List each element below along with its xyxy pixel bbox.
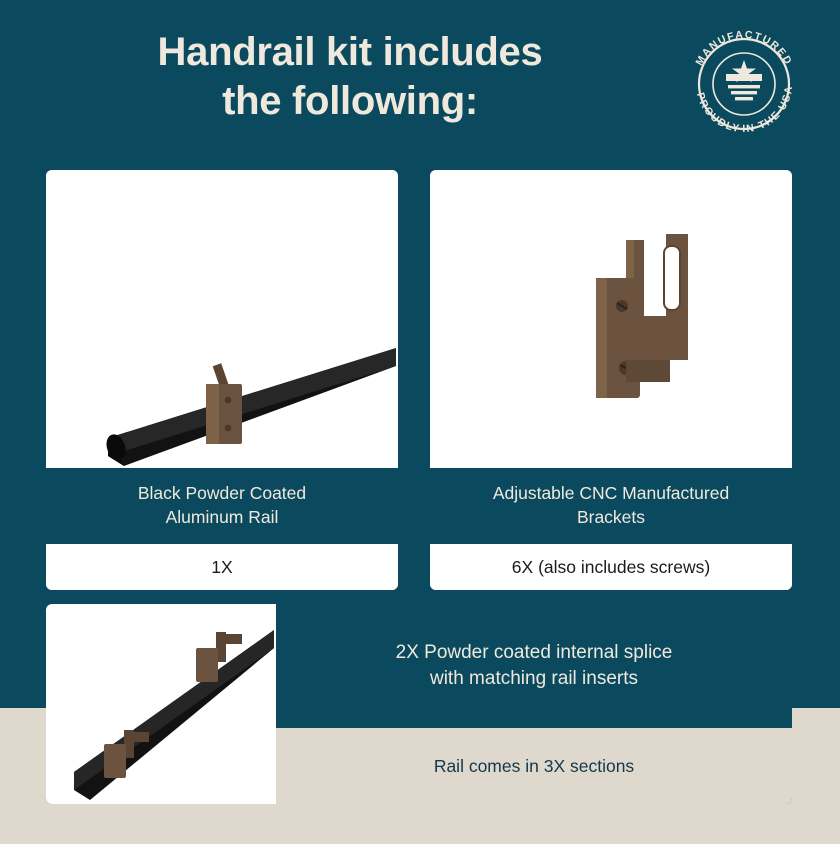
page-title <box>40 28 660 126</box>
card-caption-line2: Aluminum Rail <box>165 507 279 527</box>
kit-item-card-black-rail <box>46 170 398 590</box>
card-caption-line1: Adjustable CNC Manufactured <box>492 483 730 504</box>
page-title-line2: the following: <box>222 78 478 123</box>
svg-text:IN THE USA: IN THE USA <box>742 84 796 136</box>
card-caption-line1: Black Powder Coated <box>137 483 307 504</box>
splice-description <box>276 604 792 728</box>
adjustable-bracket-icon <box>430 170 792 468</box>
card-quantity: 1X <box>46 544 398 590</box>
internal-splice-rail-icon <box>46 604 276 804</box>
svg-text:MANUFACTURED: MANUFACTURED <box>693 28 795 68</box>
card-quantity: 6X (also includes screws) <box>430 544 792 590</box>
card-caption <box>46 468 398 544</box>
kit-item-card-splice <box>46 604 792 804</box>
svg-text:PROUDLY: PROUDLY <box>693 91 742 135</box>
page-title-line1: Handrail kit includes <box>157 30 543 74</box>
card-caption <box>430 468 792 544</box>
black-aluminum-rail-icon <box>46 170 398 468</box>
usa-star-badge-icon <box>682 22 806 146</box>
rail-sections-note: Rail comes in 3X sections <box>276 728 792 804</box>
splice-description-line2: with matching rail inserts <box>429 668 639 689</box>
kit-item-card-brackets <box>430 170 792 590</box>
card-caption-line2: Brackets <box>576 507 646 527</box>
splice-description-line1: 2X Powder coated internal splice <box>395 641 673 663</box>
